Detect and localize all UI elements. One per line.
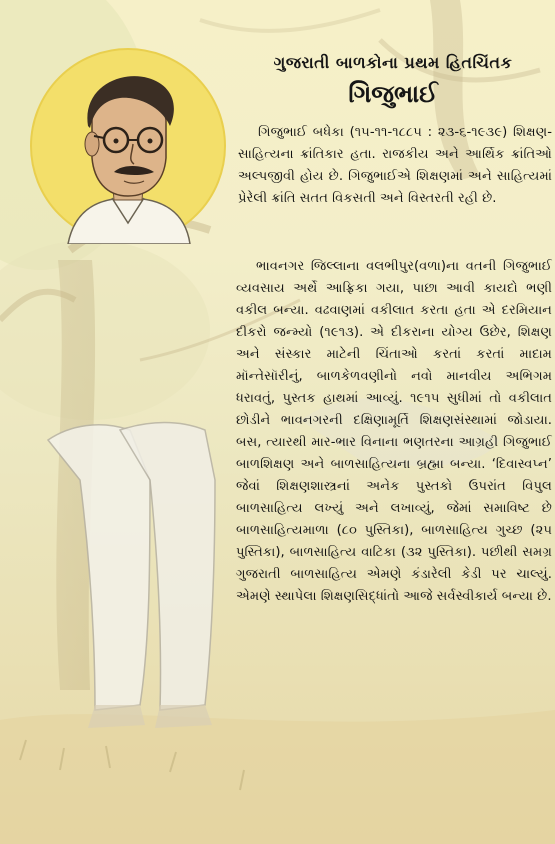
page-title: ગિજુભાઈ <box>348 80 438 108</box>
paragraph-2: ભાવનગર જિલ્લાના વલભીપુર(વળા)ના વતની ગિજુભાઈ વ્યવસાય અર્થે આફ્રિકા ગયા, પાછા આવી કાયદો ભણી વકીલ બન્યા. વઢવાણમાં વકીલાત કરતા હતા એ દરમિયાન દીકરો જન્મ્યો (૧૯૧૩). એ દીકરાના યોગ્ય ઉછેર, શિક્ષણ અને સંસ્કાર માટેની ચિંતાઓ કરતાં કરતાં માદામ મૉન્તેસૉરીનું, બાળકેળવણીનો નવો માનવીય અભિગમ ધરાવતું, પુસ્તક હાથમાં આવ્યું. ૧૯૧૫ સુધીમાં તો વકીલાત છોડીને ભાવનગરની દક્ષિણામૂર્તિ શિક્ષણસંસ્થામાં જોડાયા. બસ, ત્યારથી માર-ભાર વિનાના ભણતરના આગ્રહી ગિજુભાઈ બાળશિક્ષણ અને બાળસાહિત્યના બ્રહ્મા બન્યા. ‘દિવાસ્વપ્ન’ જેવાં શિક્ષણશાસ્ત્રનાં અનેક પુસ્તકો ઉપરાંત વિપુલ બાળસાહિત્ય લખ્યું અને લખાવ્યું, જેમાં સમાવિષ્ટ છે બાળસાહિત્યમાળા (૮૦ પુસ્તિકા), બાળસાહિત્ય ગુચ્છ (૨૫ પુસ્તિકા), બાળસાહિત્ય વાટિકા (૩૨ પુસ્તિકા). પછીથી સમગ્ર ગુજરાતી બાળસાહિત્ય એમણે કંડારેલી કેડી પર ચાલ્યું. એમણે સ્થાપેલા શિક્ષણસિદ્ધાંતો આજે સર્વસ્વીકાર્ય બન્યા છે. <box>236 259 552 604</box>
paragraph-1: ગિજુભાઈ બધેકા (૧૫-૧૧-૧૮૮૫ : ૨૩-૬-૧૯૩૯) શિક્ષણ-સાહિત્યના ક્રાંતિકાર હતા. રાજકીય અને આર્થિક ક્રાંતિઓ અલ્પજીવી હોય છે. ગિજુભાઈએ શિક્ષણમાં અને સાહિત્યમાં પ્રેરેલી ક્રાંતિ સતત વિકસતી અને વિસ્તરતી રહી છે. <box>238 125 552 206</box>
article-body <box>238 122 552 210</box>
subtitle: ગુજરાતી બાળકોના પ્રથમ હિતચિંતક <box>273 53 513 72</box>
header <box>238 52 548 110</box>
portrait <box>30 48 226 244</box>
article-body-continued <box>236 256 552 608</box>
gijubhai-portrait-image <box>30 48 226 244</box>
